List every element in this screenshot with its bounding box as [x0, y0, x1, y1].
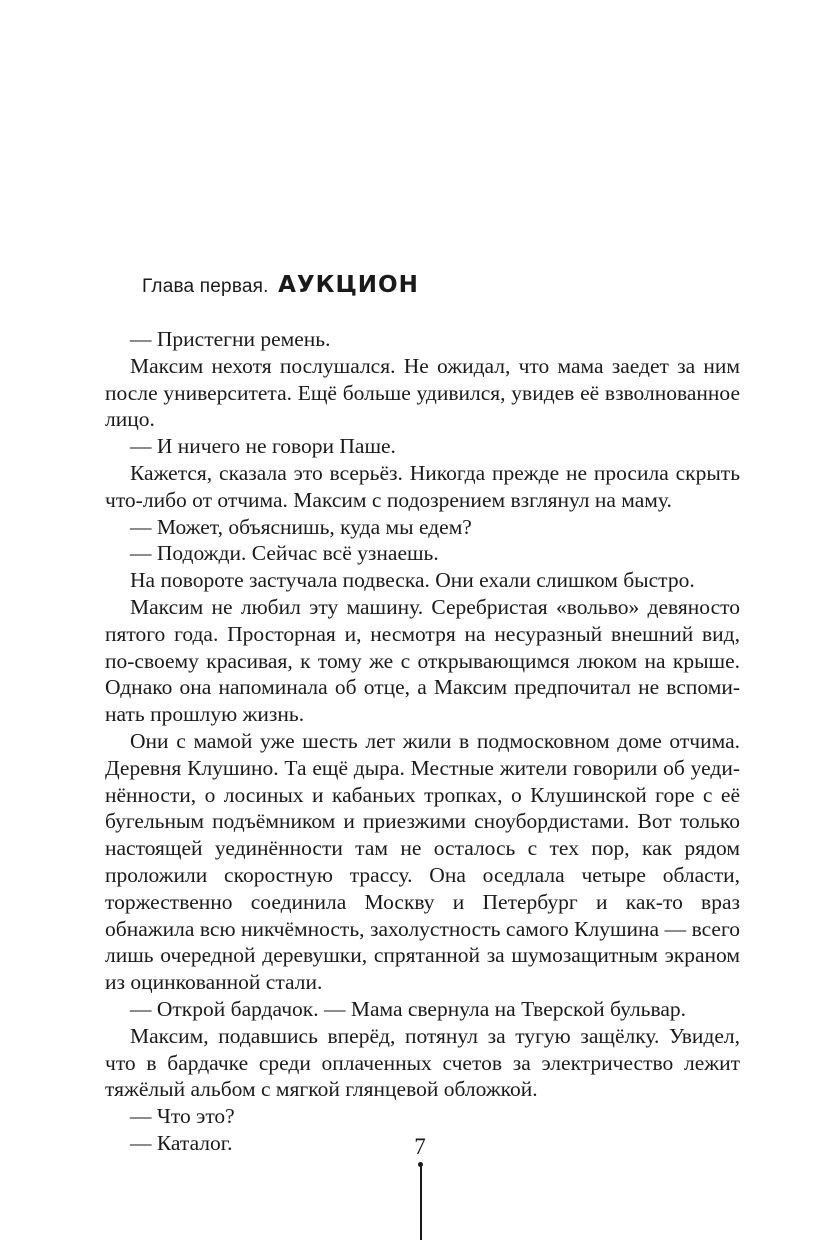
- paragraph: Кажется, сказала это всерьёз. Никогда прежде не просила скрыть что-либо от отчима. Максим с подозрением взглянул на маму.: [105, 460, 740, 512]
- paragraph: — Каталог.: [130, 1130, 233, 1155]
- chapter-heading: [142, 272, 419, 298]
- paragraph: — Что это?: [130, 1104, 235, 1129]
- paragraph: — Может, объяснишь, куда мы едем?: [130, 514, 472, 539]
- paragraph: — Подожди. Сейчас всё узнаешь.: [130, 541, 439, 566]
- paragraph: На повороте застучала подвеска. Они ехали слишком быстро.: [130, 568, 695, 593]
- paragraph: — И ничего не говори Паше.: [130, 434, 396, 459]
- chapter-title: АУКЦИОН: [278, 272, 419, 298]
- page-number: 7: [414, 1134, 426, 1159]
- paragraph: — Открой бардачок. — Мама свернула на Тверской бульвар.: [130, 996, 687, 1021]
- chapter-text: [105, 326, 740, 1157]
- paragraph: Максим не любил эту машину. Серебристая «вольво» девяносто пятого года. Просторная и, несмотря на несуразный внешний вид, по-своему красивая, к тому же с открывающимся люком на крыше. Однако она напоминала об отце, а Максим предпочитал не вспоминать прошлую жизнь.: [105, 594, 740, 727]
- paragraph: Они с мамой уже шесть лет жили в подмосковном доме отчима. Деревня Клушино. Та ещё дыра. Местные жители говорили об уединённости, о лосиных и кабаньих тропках, о Клушинской горе с её бугельным подъёмником и приезжими сноубордистами. Вот только настоящей уединённости там не осталось с тех пор, как рядом проложили скоростную трассу. Она оседлала четыре области, торжественно соединила Москву и Петербург и как-то враз обнажила всю никчёмность, захолустность самого Клушина — всего лишь очередной деревушки, спрятанной за шумозащитным экраном из оцинкованной стали.: [105, 728, 740, 995]
- page-rule-line: [420, 1166, 422, 1240]
- paragraph: Максим, подавшись вперёд, потянул за тугую защёлку. Увидел, что в бардачке среди оплаченных счетов за электричество лежит тяжёлый альбом с мягкой глянцевой обложкой.: [105, 1023, 740, 1102]
- paragraph: Максим нехотя послушался. Не ожидал, что мама заедет за ним после университета. Ещё больше удивился, увидев её взволнованное лицо.: [105, 353, 740, 432]
- chapter-label: Глава первая.: [142, 276, 269, 297]
- paragraph: — Пристегни ремень.: [130, 327, 331, 351]
